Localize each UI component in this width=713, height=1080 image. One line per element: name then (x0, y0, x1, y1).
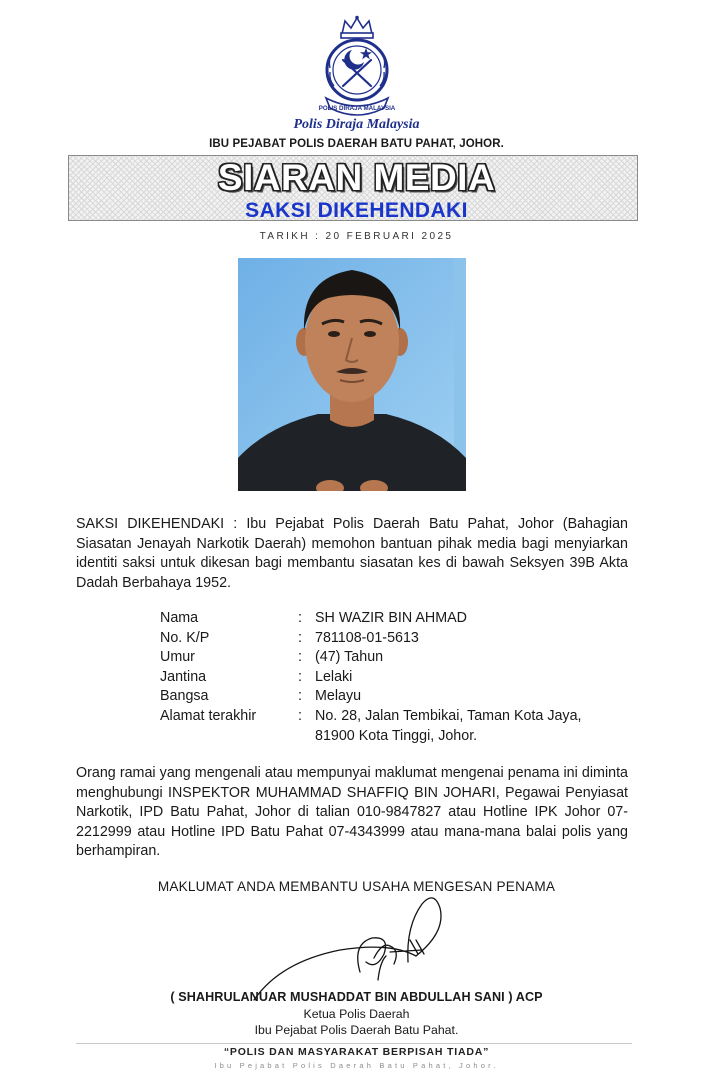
detail-label: Umur (160, 649, 195, 666)
slogan: MAKLUMAT ANDA MEMBANTU USAHA MENGESAN PENAMA (157, 879, 556, 894)
detail-separator: : (298, 629, 302, 646)
intro-paragraph: SAKSI DIKEHENDAKI : Ibu Pejabat Polis Daerah Batu Pahat, Johor (Bahagian Siasatan Jenayah Narkotik Daerah) memohon bantuan pihak media bagi menyiarkan identiti saksi untuk dikesan bagi membantu siasatan kes di bawah Seksyen 39B Akta Dadah Berbahaya 1952. (76, 516, 628, 591)
detail-value: Lelaki (315, 668, 353, 685)
contact-paragraph: Orang ramai yang mengenali atau mempunyai maklumat mengenai penama ini diminta menghubungi INSPEKTOR MUHAMMAD SHAFFIQ BIN JOHARI, Pegawai Penyiasat Narkotik, IPD Batu Pahat, Johor di talian 010-9847827 atau Hotline IPK Johor 07-2212999 atau Hotline IPD Batu Pahat 07-4343999 atau mana-mana balai polis yang berhampiran. (76, 765, 628, 860)
hq-name: IBU PEJABAT POLIS DAERAH BATU PAHAT, JOHOR. (209, 138, 504, 150)
banner-title: SIARAN MEDIA (217, 157, 496, 198)
detail-label: Nama (160, 610, 199, 626)
agency-name: Polis Diraja Malaysia (293, 117, 420, 132)
crest-ribbon-text: POLIS DIRAJA MALAYSIA (318, 105, 396, 112)
footer-divider (76, 1043, 632, 1044)
footer-address: Ibu Pejabat Polis Daerah Batu Pahat, Johor. (214, 1061, 499, 1070)
detail-label: Jantina (160, 668, 207, 685)
detail-separator: : (298, 688, 302, 705)
detail-value: (47) Tahun (315, 649, 384, 666)
detail-label: No. K/P (160, 629, 210, 646)
detail-label: Alamat terakhir (160, 708, 257, 724)
footer-motto: “POLIS DAN MASYARAKAT BERPISAH TIADA” (223, 1046, 490, 1058)
release-date: TARIKH : 20 FEBRUARI 2025 (259, 231, 454, 242)
banner-subtitle: SAKSI DIKEHENDAKI (245, 199, 468, 222)
detail-value: 781108-01-5613 (315, 629, 419, 646)
detail-separator: : (298, 668, 302, 685)
detail-value: 81900 Kota Tinggi, Johor. (315, 727, 478, 744)
signatory-name: ( SHAHRULANUAR MUSHADDAT BIN ABDULLAH SANI ) ACP (170, 990, 543, 1004)
signatory-office: Ibu Pejabat Polis Daerah Batu Pahat. (254, 1023, 459, 1037)
detail-value: Melayu (315, 688, 362, 705)
detail-separator: : (298, 649, 302, 666)
witness-photo (238, 258, 466, 491)
police-crest-icon (312, 14, 402, 120)
signatory-title: Ketua Polis Daerah (303, 1007, 410, 1021)
signature-icon (240, 892, 455, 1002)
detail-value: SH WAZIR BIN AHMAD (315, 610, 467, 626)
detail-label: Bangsa (160, 688, 209, 705)
detail-separator: : (298, 708, 302, 724)
detail-value: No. 28, Jalan Tembikai, Taman Kota Jaya, (315, 708, 582, 724)
detail-separator: : (298, 610, 302, 626)
